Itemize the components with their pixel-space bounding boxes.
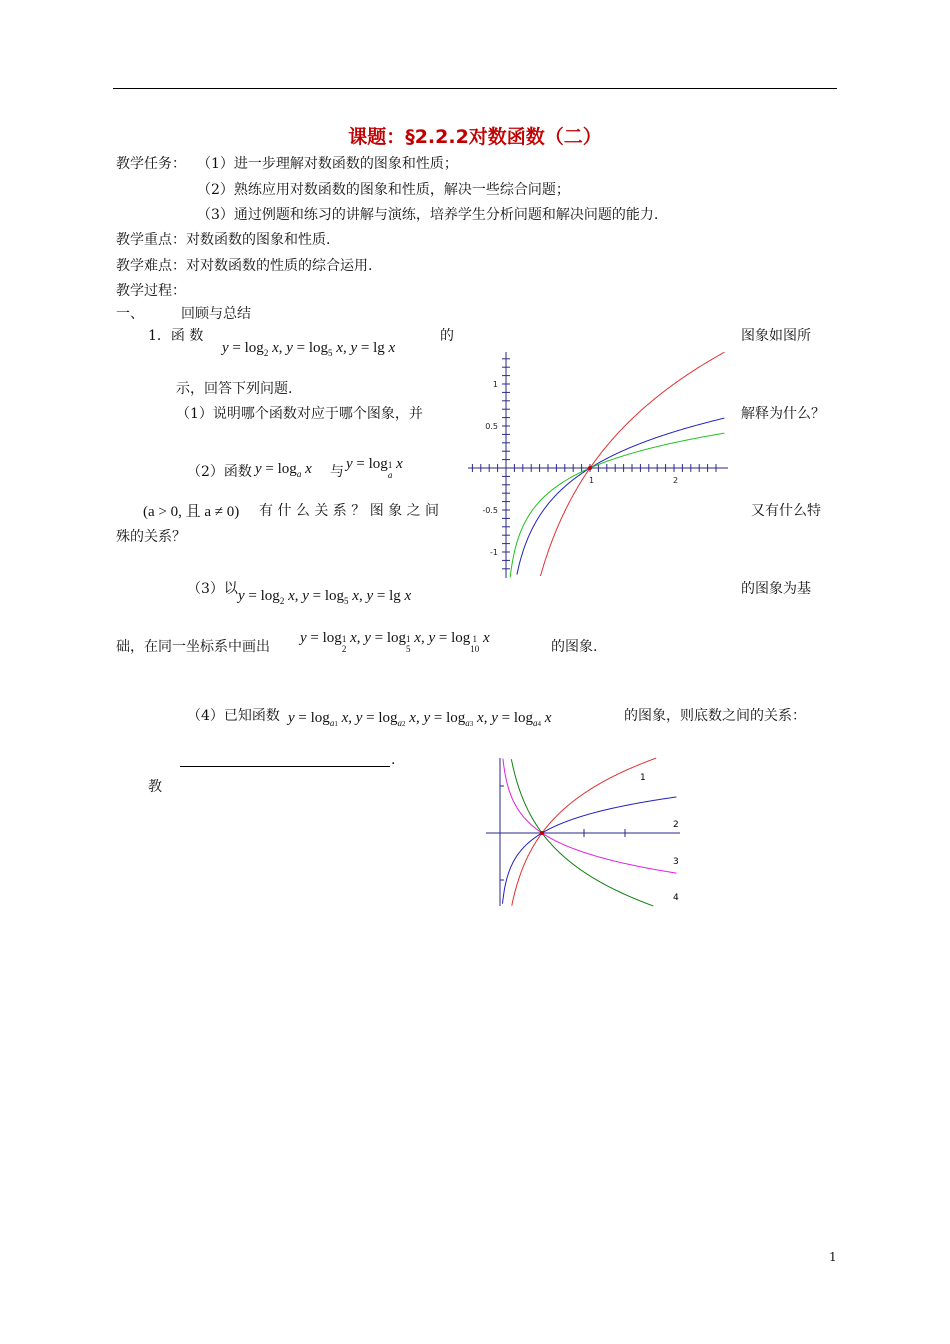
page-title: 课题：§2.2.2对数函数（二）	[348, 126, 602, 148]
g1-y-label: -0.5	[482, 506, 498, 515]
log-graph-1	[466, 348, 730, 580]
log-graph-2	[484, 756, 684, 908]
q1-3-formula: $y = \log_2 x$, $y = \log_5 x$, y = lg x	[238, 588, 412, 606]
g2-curve-3	[503, 759, 677, 874]
q1-1-left: （1）说明哪个函数对应于哪个图象，并	[176, 406, 423, 422]
g1-y-label: 0.5	[485, 422, 498, 431]
section-number: 一、	[116, 306, 144, 322]
g1-x-label: 2	[673, 476, 679, 485]
g2-curve-2	[503, 797, 677, 904]
task-1: （1）进一步理解对数函数的图象和性质；	[197, 156, 458, 172]
q1-2-mid: 与	[330, 464, 344, 480]
q1-3-lead: （3）以	[187, 581, 238, 597]
answer-blank	[180, 766, 390, 767]
q1-3-cont-end: 的图象.	[551, 639, 598, 655]
q1-3-formula-2: y = log 1 2 x, y = log 1 5 x, y = log 1 10 x	[300, 630, 490, 654]
q1-2-question: 有 什 么 关 系 ？ 图 象 之 间	[259, 503, 440, 519]
g2-label-4: 4	[673, 893, 679, 903]
tasks-label: 教学任务：	[116, 156, 186, 172]
section-title: 回顾与总结	[181, 306, 251, 322]
q1-2-cont: 殊的关系？	[116, 529, 186, 545]
task-2: （2）熟练应用对数函数的图象和性质，解决一些综合问题；	[197, 182, 570, 198]
q1-2-condition: (a > 0, 且 a ≠ 0)	[143, 504, 240, 520]
q1-cont: 示，回答下列问题.	[176, 381, 293, 397]
q1-4-formula: $y = \log_{a1} x$, $y = \log_{a2} x$, $y = \log_{a3} x$, $y = \log_{a4} x$	[288, 710, 552, 728]
g1-curve-lg	[510, 433, 724, 577]
q1-3-cont-lead: 础，在同一坐标系中画出	[116, 639, 270, 655]
q1-2-formula-b: y = log 1 a x	[346, 456, 403, 480]
q1-2-lead: （2）函数	[187, 464, 252, 480]
teach-char: 教	[148, 779, 162, 795]
g1-y-label: -1	[490, 548, 498, 557]
task-3: （3）通过例题和练习的讲解与演练，培养学生分析问题和解决问题的能力.	[197, 207, 659, 223]
g2-label-3: 3	[673, 857, 679, 867]
q1-2-formula-a: $y = \log_a x$	[255, 461, 312, 479]
q1-right: 图象如图所	[741, 328, 811, 344]
g2-label-2: 2	[673, 820, 679, 830]
g1-x-label: 1	[589, 476, 595, 485]
process-label: 教学过程：	[116, 283, 186, 299]
q1-formula: $y = \log_2 x$, $y = \log_5 x$, y = lg x	[222, 340, 396, 358]
g2-label-1: 1	[640, 773, 646, 783]
q1-2-right: 又有什么特	[751, 503, 821, 519]
q1-3-right: 的图象为基	[741, 581, 811, 597]
header-rule	[113, 88, 837, 89]
key-point: 教学重点：对数函数的图象和性质.	[116, 232, 331, 248]
q1-after: 的	[440, 328, 454, 344]
q1-lead: 1．函 数	[148, 328, 204, 344]
difficulty: 教学难点：对对数函数的性质的综合运用.	[116, 258, 373, 274]
q1-4-end: 的图象，则底数之间的关系：	[624, 708, 806, 724]
g1-y-label: 1	[492, 380, 498, 389]
q1-4-lead: （4）已知函数	[187, 708, 280, 724]
g2-intersection	[540, 831, 544, 835]
page-number: 1	[829, 1250, 837, 1264]
q1-1-right: 解释为什么？	[741, 406, 825, 422]
blank-period: .	[391, 752, 396, 768]
g1-intersection	[588, 466, 592, 470]
